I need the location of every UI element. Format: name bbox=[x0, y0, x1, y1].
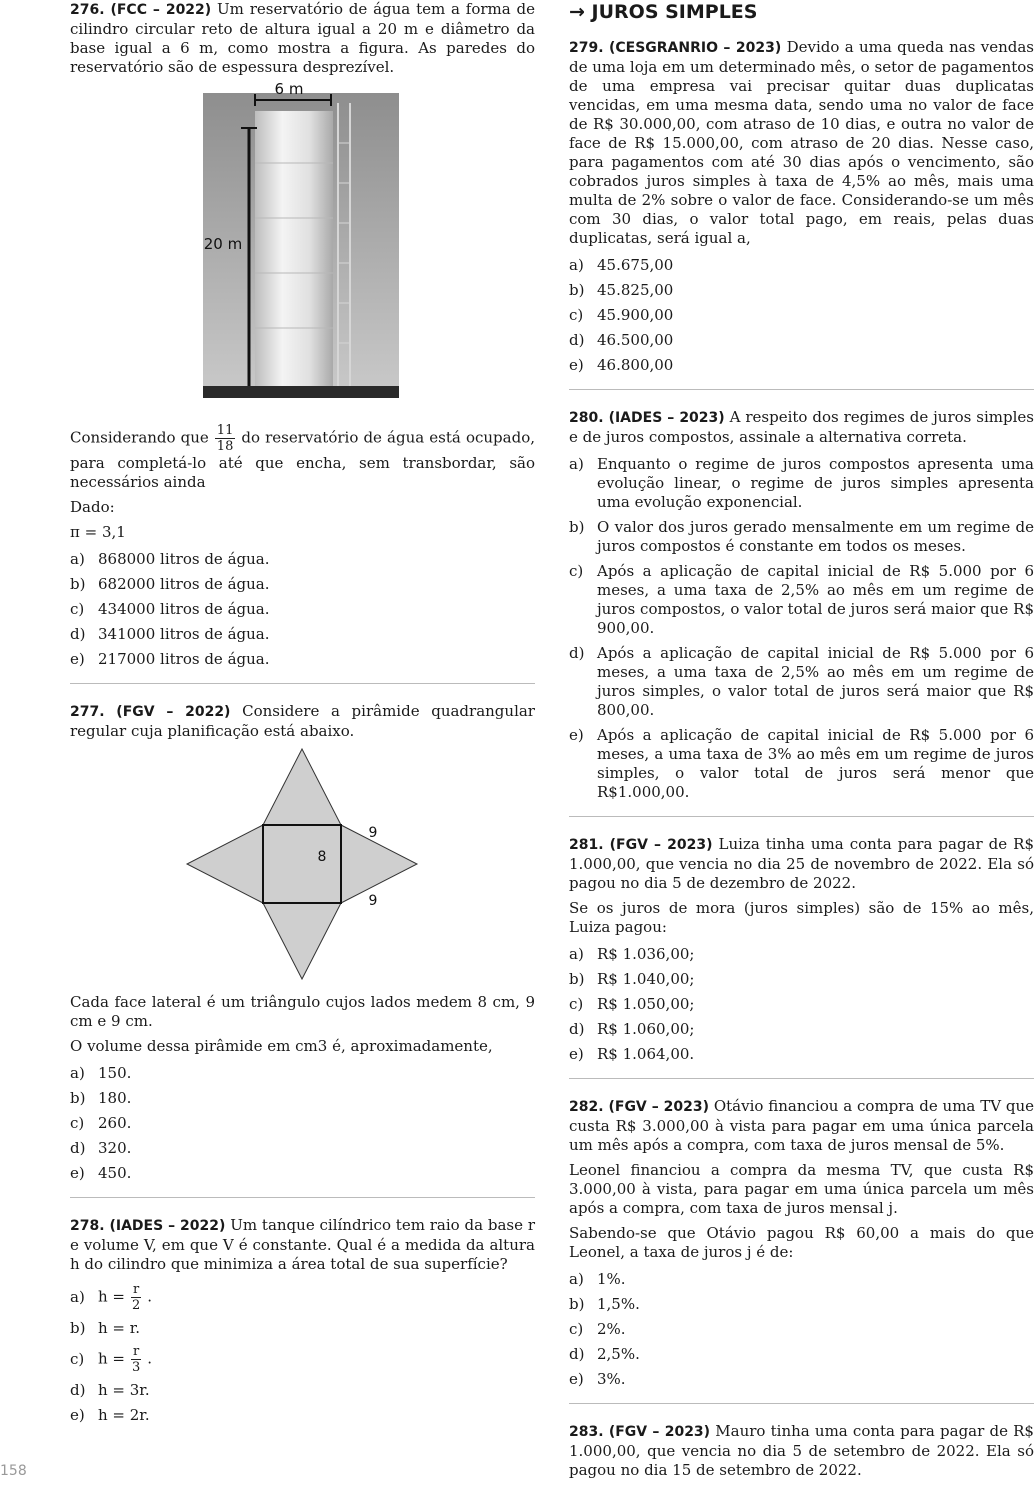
option-a[interactable]: a) 150. bbox=[70, 1064, 132, 1082]
option-c[interactable]: c) 260. bbox=[70, 1114, 132, 1132]
question-header: 277. (FGV – 2022) bbox=[70, 704, 231, 720]
options-list bbox=[569, 945, 1034, 1064]
option-b[interactable]: b) 45.825,00 bbox=[569, 281, 674, 299]
section-title: → JUROS SIMPLES bbox=[569, 1, 758, 23]
lateral-edge-label-bottom: 9 bbox=[368, 893, 377, 909]
option-e[interactable]: e) R$ 1.064,00. bbox=[569, 1045, 695, 1063]
option-d[interactable]: d) h = 3r. bbox=[70, 1381, 150, 1399]
question-header: 283. (FGV – 2023) bbox=[569, 1424, 711, 1440]
options-list bbox=[569, 455, 1034, 802]
option-b[interactable]: b) R$ 1.040,00; bbox=[569, 970, 695, 988]
net-triangle-left bbox=[187, 825, 263, 903]
options-list bbox=[70, 1282, 535, 1425]
option-c[interactable]: c) 2%. bbox=[569, 1320, 626, 1338]
options-list bbox=[70, 1064, 535, 1183]
net-triangle-right bbox=[341, 825, 417, 903]
option-d[interactable]: d) Após a aplicação de capital inicial de R$ 5.000 por 6 meses, a uma taxa de 2,5% ao mês em um regime de juros simples, o valor total de juros será maior que R$ 800,00. bbox=[569, 644, 1034, 719]
divider bbox=[70, 1197, 535, 1198]
pi-value: π = 3,1 bbox=[70, 523, 126, 541]
net-triangle-top bbox=[263, 749, 341, 825]
option-e[interactable]: e) 450. bbox=[70, 1164, 132, 1182]
option-d[interactable]: d) 2,5%. bbox=[569, 1345, 640, 1363]
option-c[interactable]: c) Após a aplicação de capital inicial de R$ 5.000 por 6 meses, a uma taxa de 2,5% ao mês em um regime de juros compostos, o valor total de juros será maior que R$ 900,00. bbox=[569, 562, 1034, 637]
option-e[interactable]: e) 217000 litros de água. bbox=[70, 650, 270, 668]
question-text: 282. (FGV – 2023) Otávio financiou a compra de uma TV que custa R$ 3.000,00 à vista para pagar em uma única parcela um mês após a compra, com taxa de juros mensal de 5%. bbox=[569, 1097, 1034, 1154]
option-c[interactable]: c) 434000 litros de água. bbox=[70, 600, 270, 618]
fraction-r-2: $\frac{r}{2}$ bbox=[131, 1282, 141, 1313]
question-text: 283. (FGV – 2023) Mauro tinha uma conta para pagar de R$ 1.000,00, que vencia no dia 5 de setembro de 2022. Ela só pagou no dia 15 de setembro de 2022. bbox=[569, 1422, 1034, 1479]
question-text: 279. (CESGRANRIO – 2023) Devido a uma queda nas vendas de uma loja em um determinado mês, o setor de pagamentos de uma empresa vai precisar quitar duas duplicatas vencidas, em uma mesma data, sendo uma no valor de face de R$ 30.000,00, com atraso de 10 dias, e outra no valor de face de R$ 15.000,00, com atraso de 20 dias. Nesse caso, para pagamentos com até 30 dias após o vencimento, são cobrados juros simples à taxa de 4,5% ao mês, mais uma multa de 2% sobre o valor de face. Considerando-se um mês com 30 dias, o valor total pago, em reais, pelas duas duplicatas, será igual a, bbox=[569, 38, 1034, 247]
fraction-11-18: $\frac{11}{18}$ bbox=[216, 423, 234, 454]
option-d[interactable]: d) R$ 1.060,00; bbox=[569, 1020, 695, 1038]
question-text: 276. (FCC – 2022) Um reservatório de água tem a forma de cilindro circular reto de altura igual a 20 m e diâmetro da base igual a 6 m, como mostra a figura. As paredes do reservatório são de espessura desprezível. bbox=[70, 0, 535, 76]
cylinder-reservoir-figure bbox=[203, 83, 403, 413]
question-header: 279. (CESGRANRIO – 2023) bbox=[569, 40, 782, 56]
tank-body bbox=[255, 111, 333, 386]
question-text-2: Leonel financiou a compra da mesma TV, que custa R$ 3.000,00 à vista, para pagar em uma única parcela um mês após a compra, com taxa de juros mensal j. bbox=[569, 1161, 1034, 1217]
option-e[interactable]: e) 46.800,00 bbox=[569, 356, 674, 374]
fraction-r-3: $\frac{r}{3}$ bbox=[131, 1344, 141, 1375]
question-280 bbox=[569, 408, 1034, 802]
net-square-base bbox=[263, 825, 341, 903]
left-column bbox=[70, 0, 535, 1431]
height-label: 20 m bbox=[203, 235, 242, 253]
question-text: 280. (IADES – 2023) A respeito dos regimes de juros simples e de juros compostos, assinale a alternativa correta. bbox=[569, 408, 1034, 446]
option-e[interactable]: e) Após a aplicação de capital inicial de R$ 5.000 por 6 meses, a uma taxa de 3% ao mês em um regime de juros simples, o valor total de juros será menor que R$1.000,00. bbox=[569, 726, 1034, 801]
option-e[interactable]: e) 3%. bbox=[569, 1370, 626, 1388]
option-b[interactable]: b) 1,5%. bbox=[569, 1295, 640, 1313]
consider-text: Considerando que $\frac{11}{18}$ do reservatório de água está ocupado, para completá-lo até que encha, sem transbordar, são necessários ainda bbox=[70, 423, 535, 491]
options-list bbox=[569, 1270, 1034, 1389]
option-c[interactable]: c) h = $\frac{r}{3}$ . bbox=[70, 1344, 152, 1375]
option-c[interactable]: c) R$ 1.050,00; bbox=[569, 995, 695, 1013]
divider bbox=[70, 683, 535, 684]
question-text-3: O volume dessa pirâmide em cm3 é, aproximadamente, bbox=[70, 1037, 493, 1055]
question-277 bbox=[70, 702, 535, 1183]
question-281 bbox=[569, 835, 1034, 1064]
option-b[interactable]: b) h = r. bbox=[70, 1319, 141, 1337]
question-text-2: Cada face lateral é um triângulo cujos lados medem 8 cm, 9 cm e 9 cm. bbox=[70, 993, 535, 1030]
question-text-2: Se os juros de mora (juros simples) são de 15% ao mês, Luiza pagou: bbox=[569, 899, 1034, 936]
question-282 bbox=[569, 1097, 1034, 1389]
question-276 bbox=[70, 0, 535, 669]
question-header: 276. (FCC – 2022) bbox=[70, 2, 212, 18]
question-header: 280. (IADES – 2023) bbox=[569, 410, 725, 426]
option-b[interactable]: b) 682000 litros de água. bbox=[70, 575, 270, 593]
question-279 bbox=[569, 38, 1034, 375]
net-triangle-bottom bbox=[263, 903, 341, 979]
question-text: 278. (IADES – 2022) Um tanque cilíndrico tem raio da base r e volume V, em que V é constante. Qual é a medida da altura h do cilindro que minimiza a área total de sua superfície? bbox=[70, 1216, 535, 1273]
option-c[interactable]: c) 45.900,00 bbox=[569, 306, 674, 324]
option-a[interactable]: a) 45.675,00 bbox=[569, 256, 674, 274]
divider bbox=[569, 1403, 1034, 1404]
pyramid-net-figure bbox=[183, 747, 423, 983]
question-text: 281. (FGV – 2023) Luiza tinha uma conta para pagar de R$ 1.000,00, que vencia no dia 25 de novembro de 2022. Ela só pagou no dia 5 de dezembro de 2022. bbox=[569, 835, 1034, 892]
option-b[interactable]: b) O valor dos juros gerado mensalmente em um regime de juros compostos é constante em todos os meses. bbox=[569, 518, 1034, 555]
given-label: Dado: bbox=[70, 498, 115, 516]
base-side-label: 8 bbox=[317, 849, 326, 865]
question-header: 282. (FGV – 2023) bbox=[569, 1099, 710, 1115]
question-text: 277. (FGV – 2022) Considere a pirâmide quadrangular regular cuja planificação está abaixo. bbox=[70, 702, 535, 740]
divider bbox=[569, 1078, 1034, 1079]
option-a[interactable]: a) 868000 litros de água. bbox=[70, 550, 270, 568]
options-list bbox=[70, 550, 535, 669]
divider bbox=[569, 389, 1034, 390]
question-283 bbox=[569, 1422, 1034, 1480]
right-column bbox=[569, 0, 1034, 1486]
option-a[interactable]: a) 1%. bbox=[569, 1270, 626, 1288]
question-header: 281. (FGV – 2023) bbox=[569, 837, 713, 853]
divider bbox=[569, 816, 1034, 817]
question-header: 278. (IADES – 2022) bbox=[70, 1218, 226, 1234]
option-a[interactable]: a) R$ 1.036,00; bbox=[569, 945, 695, 963]
page-number: 158 bbox=[0, 1463, 27, 1479]
question-text-3: Sabendo-se que Otávio pagou R$ 60,00 a mais do que Leonel, a taxa de juros j é de: bbox=[569, 1224, 1034, 1261]
option-e[interactable]: e) h = 2r. bbox=[70, 1406, 150, 1424]
option-b[interactable]: b) 180. bbox=[70, 1089, 132, 1107]
question-278 bbox=[70, 1216, 535, 1425]
option-d[interactable]: d) 320. bbox=[70, 1139, 132, 1157]
lateral-edge-label-top: 9 bbox=[368, 825, 377, 841]
width-label: 6 m bbox=[274, 83, 303, 99]
option-a[interactable]: a) Enquanto o regime de juros compostos apresenta uma evolução linear, o regime de juros simples apresenta uma evolução exponencial. bbox=[569, 455, 1034, 511]
options-list bbox=[569, 256, 1034, 375]
option-d[interactable]: d) 341000 litros de água. bbox=[70, 625, 270, 643]
option-d[interactable]: d) 46.500,00 bbox=[569, 331, 674, 349]
option-a[interactable]: a) h = $\frac{r}{2}$ . bbox=[70, 1282, 152, 1313]
ground bbox=[203, 386, 399, 398]
